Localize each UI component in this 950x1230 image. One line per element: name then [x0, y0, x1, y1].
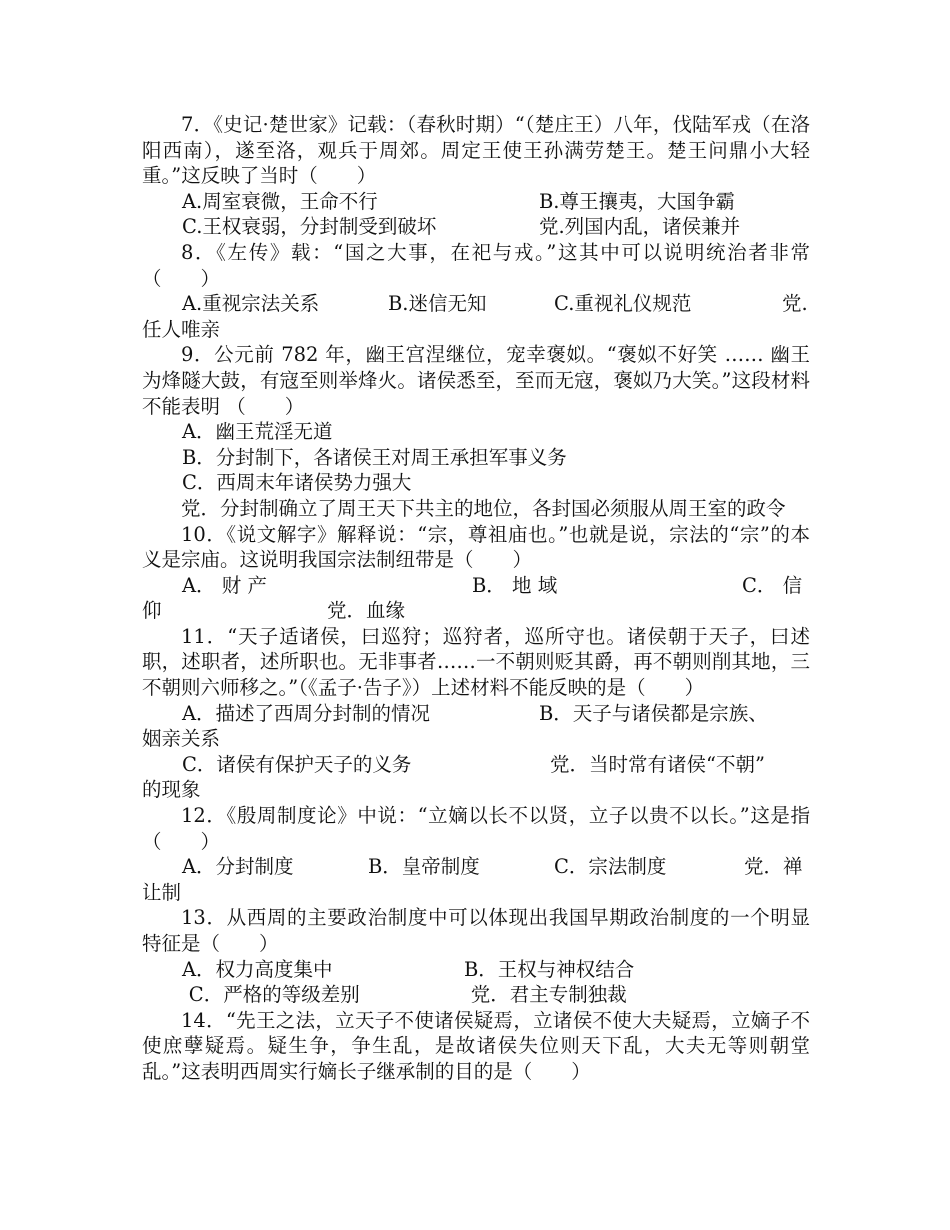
option-c: C．宗法制度	[553, 855, 667, 879]
option-d-continued: 任人唯亲	[142, 317, 221, 341]
option-c: C．严格的等级差别	[188, 983, 360, 1007]
question-14-stem: 14．“先王之法，立天子不使诸侯疑焉，立诸侯不使大夫疑焉，立嫡子不使庶孽疑焉。疑生争，争生乱，是故诸侯失位则天下乱，大夫无等则朝堂乱。”这表明西周实行嫡长子继承制的目的是（ ）	[142, 1008, 810, 1083]
option-b: B.尊王攘夷，大国争霸	[538, 189, 735, 213]
question-13-options-row-2	[142, 982, 810, 1008]
question-12-stem: 12．《殷周制度论》中说：“立嫡以长不以贤，立子以贵不以长。”这是指（ ）	[142, 804, 810, 853]
question-11-stem: 11．“天子适诸侯，曰巡狩；巡狩者，巡所守也。诸侯朝于天子，曰述职，述职者，述所职也。无非事者……一不朝则贬其爵，再不朝则削其地，三不朝则六师移之。”（《孟子·告子》）上述材料不能反映的是（ ）	[142, 624, 810, 700]
option-c: C.重视礼仪规范	[553, 292, 692, 316]
option-c: C．西周末年诸侯势力强大	[181, 471, 412, 495]
question-13-stem: 13．从西周的主要政治制度中可以体现出我国早期政治制度的一个明显特征是（ ）	[142, 906, 810, 955]
question-11-options-row-2	[142, 752, 810, 778]
option-b: B．王权与神权结合	[463, 957, 635, 981]
option-d: 党．分封制确立了周王天下共主的地位，各封国必须服从周王室的政令	[181, 496, 786, 520]
option-d-continued: 的现象	[142, 778, 201, 802]
option-d: 党.	[781, 292, 808, 316]
option-b: B.迷信无知	[387, 292, 487, 316]
question-7-stem: 7．《史记·楚世家》记载：（春秋时期）“（楚庄王）八年，伐陆军戎（在洛阳西南），遂至洛，观兵于周郊。周定王使王孙满劳楚王。楚王问鼎小大轻重。”这反映了当时（ ）	[142, 113, 810, 188]
option-b: B．天子与诸侯都是宗族、	[538, 701, 768, 725]
option-b: B．分封制下，各诸侯王对周王承担军事义务	[181, 445, 567, 469]
option-c-continued: 仰	[142, 599, 162, 623]
question-10-options-row-2	[142, 598, 810, 624]
document-page	[142, 112, 810, 1085]
option-b: B． 地 域	[471, 573, 558, 597]
question-11-options-row-1	[142, 701, 810, 727]
option-a: A．幽王荒淫无道	[181, 420, 333, 444]
option-a: A．权力高度集中	[181, 957, 333, 981]
option-a: A.重视宗法关系	[181, 292, 320, 316]
option-d: 党．当时常有诸侯“不朝”	[549, 752, 765, 776]
option-b-continued: 姻亲关系	[142, 727, 221, 751]
question-9-stem: 9．公元前 782 年，幽王宫涅继位，宠幸褒姒。“褒姒不好笑 …… 幽王为烽隧大鼓，有寇至则举烽火。诸侯悉至，至而无寇，褒姒乃大笑。”这段材料不能表明 （ ）	[142, 343, 810, 418]
option-a: A.周室衰微，王命不行	[181, 189, 378, 213]
option-d: 党.列国内乱，诸侯兼并	[538, 215, 741, 239]
option-a: A． 财 产	[181, 573, 267, 597]
option-a: A．描述了西周分封制的情况	[181, 701, 431, 725]
question-10-stem: 10．《说文解字》解释说：“宗，尊祖庙也。”也就是说，宗法的“宗”的本义是宗庙。这说明我国宗法制纽带是（ ）	[142, 522, 810, 572]
option-d: 党．禅	[743, 855, 803, 879]
question-8-options-row	[142, 291, 810, 317]
option-d: 党．血缘	[327, 599, 406, 623]
option-d-continued: 让制	[142, 880, 182, 904]
option-c: C． 信	[741, 573, 803, 597]
option-d: 党．君主专制独裁	[470, 983, 627, 1007]
question-7-options-row-2	[142, 214, 810, 240]
question-12-options-row	[142, 854, 810, 880]
option-b: B．皇帝制度	[367, 855, 480, 879]
question-8-stem: 8．《左传》载：“国之大事，在祀与戎。”这其中可以说明统治者非常（ ）	[142, 240, 810, 290]
option-c: C．诸侯有保护天子的义务	[181, 752, 412, 776]
question-10-options-row	[142, 573, 810, 599]
question-7-options-row-1	[142, 189, 810, 215]
option-c: C.王权衰弱，分封制受到破坏	[181, 215, 437, 239]
question-13-options-row-1	[142, 957, 810, 983]
option-a: A．分封制度	[181, 855, 294, 879]
